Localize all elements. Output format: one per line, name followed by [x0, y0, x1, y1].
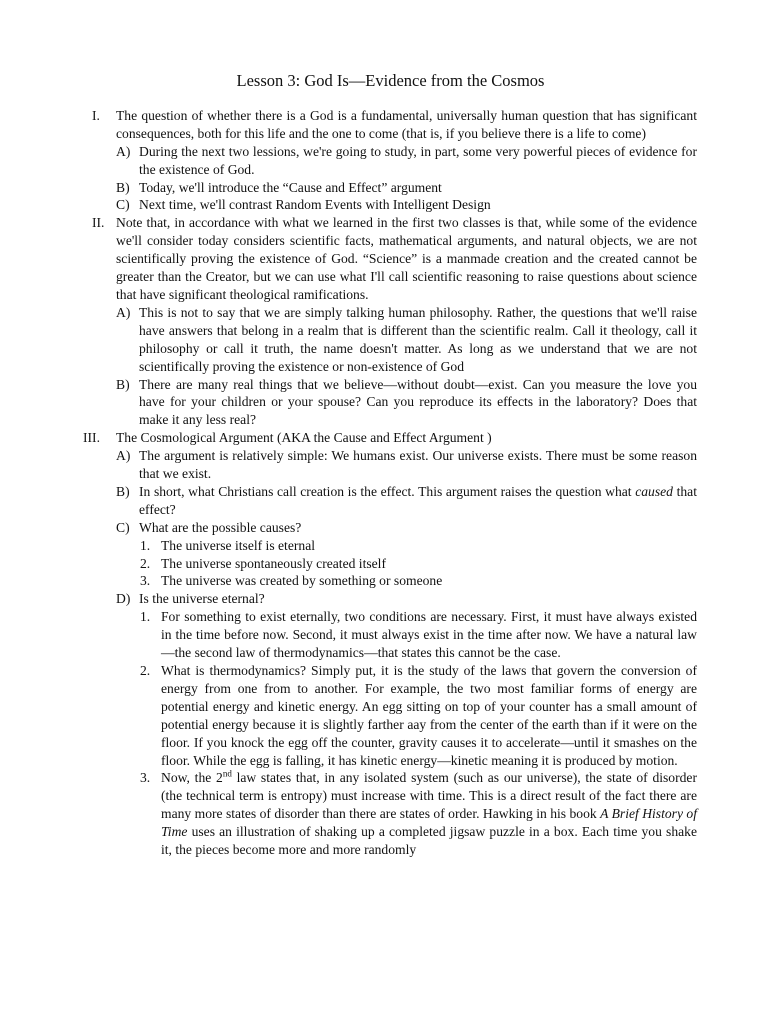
paragraph-text: There are many real things that we believe—without doubt—exist. Can you measure the love you have for your children or your spouse? Can you reproduce its effects in the laboratory? Does that make it any less real? [139, 376, 697, 428]
list-marker: 2. [140, 663, 151, 678]
section-iii-c-3 [84, 572, 697, 590]
section-iii-c [84, 519, 697, 537]
emphasis-text: caused [635, 483, 673, 499]
text-run: Now, the 2 [161, 770, 223, 786]
list-marker: B) [116, 483, 130, 499]
text-run: In short, what Christians call creation is the effect. This argument raises the question what [139, 483, 636, 499]
section-i-c [84, 196, 697, 214]
list-marker: 1. [140, 609, 151, 625]
paragraph-text: The universe was created by something or someone [161, 573, 443, 589]
paragraph-text: For something to exist eternally, two conditions are necessary. First, it must have always existed in the time before now. Second, it must always exist in the time after now. We have a natural law—the second law of thermodynamics—that states this cannot be the case. [161, 609, 697, 661]
list-marker: B) [116, 179, 130, 195]
paragraph-text: Today, we'll introduce the “Cause and Effect” argument [139, 179, 442, 195]
section-i-a [84, 143, 697, 179]
section-iii-b [84, 483, 697, 519]
section-ii-a [84, 304, 697, 376]
text-run: that effect? [139, 483, 697, 517]
paragraph-text: The universe spontaneously created itself [161, 555, 386, 571]
section-iii-d [84, 590, 697, 608]
paragraph-text: Is the universe eternal? [139, 591, 265, 607]
section-iii-c-1 [84, 537, 697, 555]
list-marker: 3. [140, 573, 151, 589]
list-marker: A) [116, 448, 131, 464]
book-title: A Brief History of Time [161, 806, 697, 840]
list-marker: D) [116, 591, 131, 607]
paragraph-text: Note that, in accordance with what we learned in the first two classes is that, while some of the evidence we'll consider today considers scientific facts, mathematical arguments, and natural objects, we are not scientifically proving the existence of God. “Science” is a manmade creation and the created cannot be greater than the Creator, but we can use what I'll call scientific reasoning to raise questions about science that have significant theological ramifications. [116, 215, 697, 302]
section-iii-d-2 [84, 662, 697, 769]
list-marker: A) [116, 304, 131, 320]
superscript: nd [222, 768, 232, 779]
section-ii-b [84, 376, 697, 430]
list-marker: B) [116, 376, 130, 392]
list-marker: C) [116, 519, 130, 535]
section-iii [84, 429, 697, 447]
paragraph-text: The argument is relatively simple: We humans exist. Our universe exists. There must be some reason that we exist. [139, 448, 697, 482]
list-marker: III. [83, 430, 100, 446]
section-iii-d-1 [84, 608, 697, 662]
paragraph-text: The Cosmological Argument (AKA the Cause and Effect Argument ) [116, 430, 492, 446]
list-marker: 3. [140, 770, 151, 786]
list-marker: A) [116, 143, 131, 159]
paragraph-text: During the next two lessions, we're going to study, in part, some very powerful pieces of evidence for the existence of God. [139, 143, 697, 177]
section-iii-c-2 [84, 555, 697, 573]
page-title: Lesson 3: God Is—Evidence from the Cosmos [236, 71, 545, 90]
section-ii [84, 214, 697, 304]
paragraph-text: What is thermodynamics? Simply put, it is the study of the laws that govern the conversion of energy from one from to another. For example, the two most familiar forms of energy are potential energy and kinetic energy. An egg sitting on top of your counter has a small amount of potential energy because it is slightly farther aay from the center of the earth than if it were on the floor. If you knock the egg off the counter, gravity causes it to accelerate—until it smashes on the floor. While the egg is falling, it has kinetic energy—kinetic meaning it is produced by motion. [161, 663, 697, 768]
paragraph-text: The question of whether there is a God is a fundamental, universally human question that has significant consequences, both for this life and the one to come (that is, if you believe there is a life to come) [116, 107, 697, 141]
text-run: law states that, in any isolated system (such as our universe), the state of disorder (the technical term is entropy) must increase with time. This is a direct result of the fact there are many more states of disorder than there are states of order. Hawking in his book [161, 770, 697, 822]
paragraph-text: This is not to say that we are simply talking human philosophy. Rather, the questions that we'll raise have answers that belong in a realm that is different than the scientific realm. Call it theology, call it philosophy or call it truth, the name doesn't matter. As long as we understand that we are not scientifically proving the existence or non-existence of God [139, 304, 697, 374]
paragraph-text: Next time, we'll contrast Random Events with Intelligent Design [139, 197, 491, 213]
section-i-b [84, 179, 697, 197]
paragraph-text: What are the possible causes? [139, 519, 302, 535]
list-marker: 1. [140, 537, 151, 553]
list-marker: 2. [140, 555, 151, 571]
text-run: uses an illustration of shaking up a completed jigsaw puzzle in a box. Each time you shake it, the pieces become more and more randomly [161, 824, 697, 858]
paragraph-text [161, 770, 697, 857]
list-marker: C) [116, 197, 130, 213]
paragraph-text [139, 484, 697, 517]
section-iii-a [84, 447, 697, 483]
section-i [84, 107, 697, 143]
list-marker: I. [92, 107, 100, 123]
section-iii-d-3 [84, 769, 697, 859]
list-marker: II. [92, 215, 105, 231]
paragraph-text: The universe itself is eternal [161, 537, 316, 553]
